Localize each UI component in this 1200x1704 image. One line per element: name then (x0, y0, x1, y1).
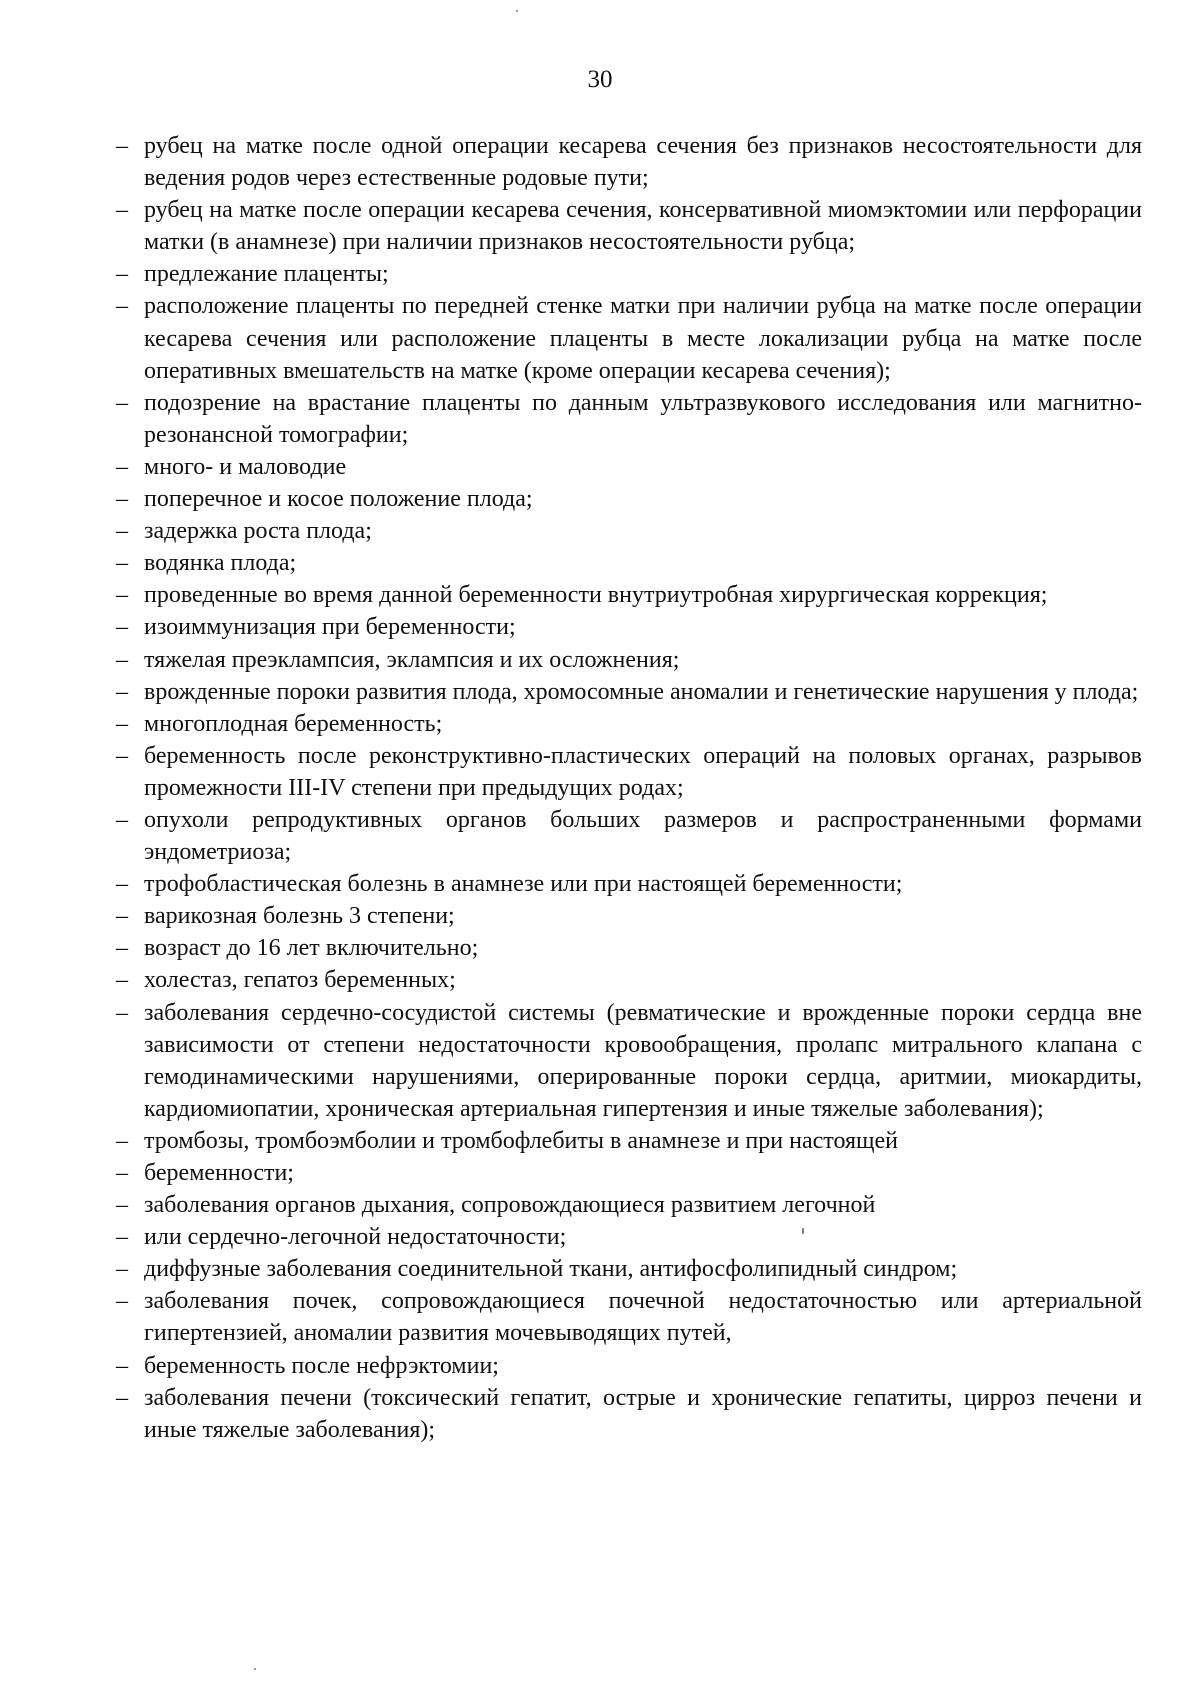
list-item-text: беременность после нефрэктомии; (144, 1352, 499, 1379)
bullet-dash: – (116, 1256, 128, 1283)
list-item (116, 932, 1142, 964)
bullet-dash: – (116, 903, 128, 930)
list-item-text: трофобластическая болезнь в анамнезе или при настоящей беременности; (144, 871, 903, 898)
list-item (116, 964, 1142, 996)
bullet-dash: – (116, 550, 128, 577)
list-item-text: диффузные заболевания соединительной ткани, антифосфолипидный синдром; (144, 1256, 958, 1283)
list-item (116, 1382, 1142, 1446)
list-item (116, 740, 1142, 804)
list-item (116, 1350, 1142, 1382)
list-item (116, 997, 1142, 1125)
list-item-text: заболевания сердечно-сосудистой системы (ревматические и врожденные пороки сердца вне зависимости от степени недостаточности кровообращения, пролапс митрального клапана с гемодинамическими нарушениями, оперированные пороки сердца, аритмии, миокардиты, кардиомиопатии, хроническая артериальная гипертензия и иные тяжелые заболевания); (144, 999, 1142, 1122)
bullet-dash: – (116, 935, 128, 962)
scan-speck (254, 1668, 256, 1670)
bullet-dash: – (116, 389, 128, 416)
list-item-text: врожденные пороки развития плода, хромосомные аномалии и генетические нарушения у плода; (144, 678, 1139, 705)
list-item-text: беременность после реконструктивно-пластических операций на половых органах, разрывов промежности III-IV степени при предыдущих родах; (144, 742, 1142, 801)
list-item (116, 130, 1142, 194)
bullet-dash: – (116, 1127, 128, 1154)
bullet-dash: – (116, 1160, 128, 1186)
list-item-text: рубец на матке после операции кесарева сечения, консервативной миомэктомии или перфорации матки (в анамнезе) при наличии признаков несостоятельности рубца; (144, 197, 1142, 256)
bullet-dash: – (116, 1224, 128, 1251)
list-item-text: изоиммунизация при беременности; (144, 614, 516, 641)
bullet-dash: – (116, 197, 128, 224)
list-item (116, 547, 1142, 579)
list-item (116, 644, 1142, 676)
list-item-text: возраст до 16 лет включительно; (144, 935, 479, 962)
bullet-dash: – (116, 806, 128, 833)
list-item (116, 258, 1142, 290)
list-item (116, 1285, 1142, 1349)
list-item (116, 1221, 1142, 1253)
list-item-text: или сердечно-легочной недостаточности; (144, 1224, 567, 1251)
bullet-dash: – (116, 453, 128, 480)
list-item-text: задержка роста плода; (144, 518, 372, 545)
list-item (116, 1189, 1142, 1221)
scan-speck (516, 10, 518, 12)
list-item-text: опухоли репродуктивных органов больших размеров и распространенными формами эндометриоза; (144, 806, 1142, 866)
list-item (116, 611, 1142, 643)
list-item (116, 708, 1142, 740)
bullet-dash: – (116, 1352, 128, 1379)
list-item (116, 1125, 1142, 1157)
list-item-text: заболевания органов дыхания, сопровождающиеся развитием легочной (144, 1192, 876, 1219)
list-item (116, 868, 1142, 900)
list-item-text: тромбозы, тромбоэмболии и тромбофлебиты в анамнезе и при настоящей (144, 1127, 898, 1154)
list-item (116, 1157, 1142, 1189)
bullet-dash: – (116, 518, 128, 545)
bullet-dash: – (116, 742, 128, 769)
list-item-text: поперечное и косое положение плода; (144, 486, 533, 513)
bullet-dash: – (116, 1288, 128, 1315)
list-item (116, 515, 1142, 547)
list-item-text: расположение плаценты по передней стенке матки при наличии рубца на матке после операции кесарева сечения или расположение плаценты в месте локализации рубца на матке после оперативных вмешательств на матке (кроме операции кесарева сечения); (144, 293, 1142, 384)
bullet-dash: – (116, 133, 128, 159)
page-number: 30 (587, 66, 613, 93)
list-item-text: предлежание плаценты; (144, 261, 389, 288)
list-item-text: проведенные во время данной беременности внутриутробная хирургическая коррекция; (144, 582, 1048, 609)
contraindications-list (116, 130, 1142, 1446)
bullet-dash: – (116, 293, 128, 320)
list-item (116, 451, 1142, 483)
list-item (116, 900, 1142, 932)
list-item-text: заболевания почек, сопровождающиеся почечной недостаточностью или артериальной гипертензией, аномалии развития мочевыводящих путей, (144, 1288, 1142, 1347)
bullet-dash: – (116, 1384, 128, 1411)
bullet-dash: – (116, 871, 128, 898)
list-item-text: многоплодная беременность; (144, 710, 443, 737)
list-item-text: подозрение на врастание плаценты по данным ультразвукового исследования или магнитно-резонансной томографии; (144, 389, 1142, 448)
bullet-dash: – (116, 646, 128, 673)
bullet-dash: – (116, 678, 128, 705)
list-item-text: рубец на матке после одной операции кесарева сечения без признаков несостоятельности для ведения родов через естественные родовые пути; (144, 133, 1142, 192)
list-item-text: водянка плода; (144, 550, 297, 577)
list-item-text: тяжелая преэклампсия, эклампсия и их осложнения; (144, 646, 680, 673)
list-item (116, 579, 1142, 611)
bullet-dash: – (116, 999, 128, 1026)
list-item (116, 194, 1142, 258)
list-item (116, 290, 1142, 386)
list-item-text: беременности; (144, 1160, 294, 1186)
list-item-text: холестаз, гепатоз беременных; (144, 967, 456, 994)
list-item (116, 676, 1142, 708)
list-item (116, 387, 1142, 451)
list-item (116, 804, 1142, 868)
bullet-dash: – (116, 710, 128, 737)
list-item (116, 483, 1142, 515)
bullet-dash: – (116, 582, 128, 609)
list-item (116, 1253, 1142, 1285)
bullet-dash: – (116, 1192, 128, 1219)
bullet-dash: – (116, 261, 128, 288)
bullet-dash: – (116, 486, 128, 513)
list-item-text: много- и маловодие (144, 453, 347, 480)
list-item-text: варикозная болезнь 3 степени; (144, 903, 455, 930)
bullet-dash: – (116, 614, 128, 641)
bullet-dash: – (116, 967, 128, 994)
scan-speck (802, 1228, 804, 1234)
list-item-text: заболевания печени (токсический гепатит, острые и хронические гепатиты, цирроз печени и иные тяжелые заболевания); (144, 1384, 1142, 1443)
